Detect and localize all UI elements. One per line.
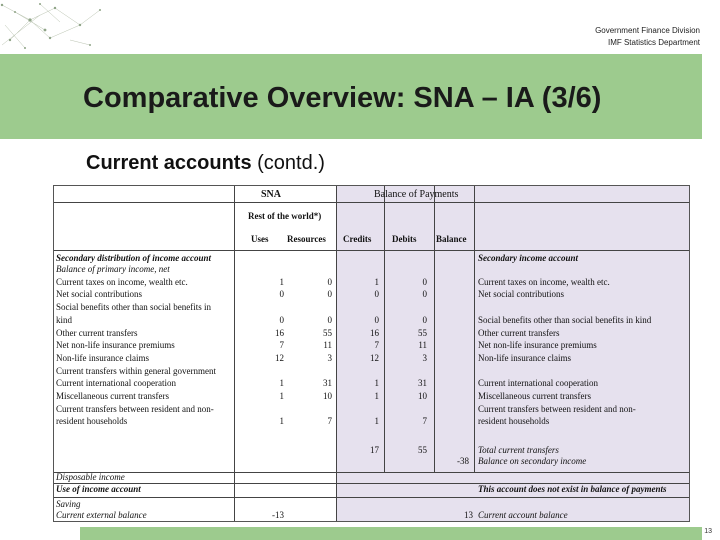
disposable-income: Disposable income bbox=[56, 472, 125, 482]
grid-line bbox=[54, 250, 690, 251]
col-uses: Uses bbox=[251, 234, 269, 244]
row-debits: 11 bbox=[418, 340, 427, 350]
row-left-label: Balance of primary income, net bbox=[56, 264, 170, 274]
total-label: Total current transfers bbox=[478, 445, 559, 455]
grid-line bbox=[336, 186, 337, 522]
row-uses: 7 bbox=[279, 340, 284, 350]
row-left-label: Current international cooperation bbox=[56, 378, 176, 388]
row-uses: 1 bbox=[279, 391, 284, 401]
sna-header: SNA bbox=[261, 189, 282, 200]
row-left-label: kind bbox=[56, 315, 73, 325]
grid-line bbox=[474, 186, 475, 472]
page-number: 13 bbox=[704, 528, 712, 535]
subtitle-bold: Current accounts bbox=[86, 152, 252, 174]
bop-header: Balance of Payments bbox=[374, 189, 459, 200]
subtitle-rest: (contd.) bbox=[251, 152, 325, 174]
row-debits: 55 bbox=[418, 328, 427, 338]
row-left-label: resident households bbox=[56, 416, 128, 426]
ext-balance-uses: -13 bbox=[272, 510, 284, 520]
row-resources: 0 bbox=[327, 289, 332, 299]
ext-balance-left: Current external balance bbox=[56, 510, 147, 520]
total-credits: 17 bbox=[370, 445, 379, 455]
row-right-label: resident households bbox=[478, 416, 550, 426]
row-credits: 1 bbox=[374, 391, 379, 401]
col-credits: Credits bbox=[343, 234, 372, 244]
row-left-label: Current transfers between resident and non- bbox=[56, 404, 214, 414]
division-label: Government Finance Division bbox=[595, 26, 700, 35]
row-uses: 1 bbox=[279, 277, 284, 287]
row-resources: 0 bbox=[327, 315, 332, 325]
grid-line bbox=[234, 186, 235, 522]
row-right-label: Social benefits other than social benefits in kind bbox=[478, 315, 652, 325]
row-right-label: Net social contributions bbox=[478, 289, 564, 299]
row-debits: 31 bbox=[418, 378, 427, 388]
row-credits: 16 bbox=[370, 328, 379, 338]
row-uses: 16 bbox=[275, 328, 284, 338]
row-credits: 1 bbox=[374, 416, 379, 426]
ext-balance-value: 13 bbox=[464, 510, 473, 520]
grid-line bbox=[54, 472, 690, 473]
row-credits: 0 bbox=[374, 315, 379, 325]
row-resources: 55 bbox=[323, 328, 332, 338]
row-credits: 1 bbox=[374, 378, 379, 388]
total-debits: 55 bbox=[418, 445, 427, 455]
use-heading: Use of income account bbox=[56, 484, 141, 494]
row-debits: 0 bbox=[422, 315, 427, 325]
grid-line bbox=[434, 186, 435, 472]
row-credits: 0 bbox=[374, 289, 379, 299]
row-right-label: Miscellaneous current transfers bbox=[478, 391, 591, 401]
row-right-label: Net non-life insurance premiums bbox=[478, 340, 597, 350]
col-balance: Balance bbox=[436, 234, 467, 244]
row-left-label: Net non-life insurance premiums bbox=[56, 340, 175, 350]
department-label: IMF Statistics Department bbox=[607, 38, 700, 47]
row-uses: 1 bbox=[279, 378, 284, 388]
row-debits: 0 bbox=[422, 289, 427, 299]
comparison-table bbox=[53, 185, 690, 522]
row-resources: 10 bbox=[323, 391, 332, 401]
balance-value: -38 bbox=[457, 456, 469, 466]
row-resources: 0 bbox=[327, 277, 332, 287]
row-debits: 10 bbox=[418, 391, 427, 401]
row-credits: 7 bbox=[374, 340, 379, 350]
row-right-label: Current transfers between resident and non- bbox=[478, 404, 636, 414]
row-uses: 12 bbox=[275, 353, 284, 363]
subtitle bbox=[86, 152, 325, 175]
footer-banner bbox=[80, 527, 702, 540]
right-heading: Secondary income account bbox=[478, 253, 578, 263]
row-left-label: Current transfers within general government bbox=[56, 366, 216, 376]
row-debits: 7 bbox=[422, 416, 427, 426]
grid-line bbox=[54, 497, 690, 498]
row-right-label: Current international cooperation bbox=[478, 378, 598, 388]
grid-line bbox=[384, 186, 385, 472]
row-uses: 1 bbox=[279, 416, 284, 426]
no-account-note: This account does not exist in balance of payments bbox=[478, 484, 667, 494]
row-left-label: Social benefits other than social benefits in bbox=[56, 302, 211, 312]
ext-balance-right: Current account balance bbox=[478, 510, 568, 520]
row-uses: 0 bbox=[279, 289, 284, 299]
row-resources: 3 bbox=[327, 353, 332, 363]
row-left-label: Other current transfers bbox=[56, 328, 138, 338]
left-heading: Secondary distribution of income account bbox=[56, 253, 212, 263]
balance-label: Balance on secondary income bbox=[478, 456, 587, 466]
page-title: Comparative Overview: SNA – IA (3/6) bbox=[83, 82, 602, 114]
row-left-label: Miscellaneous current transfers bbox=[56, 391, 169, 401]
row-uses: 0 bbox=[279, 315, 284, 325]
grid-line bbox=[54, 202, 690, 203]
row-right-label: Non-life insurance claims bbox=[478, 353, 571, 363]
col-debits: Debits bbox=[392, 234, 417, 244]
row-label: Rest of the world*) bbox=[248, 211, 322, 221]
row-credits: 12 bbox=[370, 353, 379, 363]
row-right-label: Current taxes on income, wealth etc. bbox=[478, 277, 610, 287]
row-resources: 31 bbox=[323, 378, 332, 388]
row-credits: 1 bbox=[374, 277, 379, 287]
row-resources: 11 bbox=[323, 340, 332, 350]
row-left-label: Current taxes on income, wealth etc. bbox=[56, 277, 188, 287]
row-resources: 7 bbox=[327, 416, 332, 426]
row-right-label: Other current transfers bbox=[478, 328, 560, 338]
saving-label: Saving bbox=[56, 499, 81, 509]
row-debits: 0 bbox=[422, 277, 427, 287]
row-debits: 3 bbox=[422, 353, 427, 363]
network-logo bbox=[0, 0, 118, 52]
row-left-label: Net social contributions bbox=[56, 289, 142, 299]
col-resources: Resources bbox=[287, 234, 326, 244]
row-left-label: Non-life insurance claims bbox=[56, 353, 149, 363]
